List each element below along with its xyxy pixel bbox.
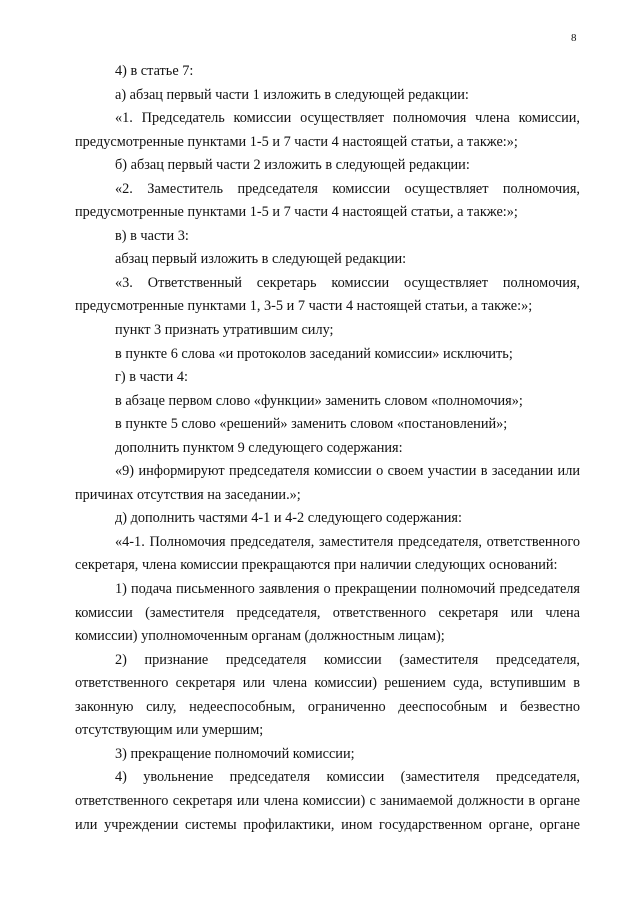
paragraph: а) абзац первый части 1 изложить в следующей редакции: (115, 86, 469, 103)
paragraph: в абзаце первом слово «функции» заменить словом «полномочия»; (115, 392, 523, 409)
paragraph: «2. Заместитель председателя комиссии осуществляет полномочия, предусмотренные пунктами 1-5 и 7 части 4 настоящей статьи, а также:»; (75, 180, 580, 221)
paragraph: в пункте 6 слова «и протоколов заседаний комиссии» исключить; (115, 345, 513, 362)
paragraph: «9) информируют председателя комиссии о своем участии в заседании или причинах отсутствия на заседании.»; (75, 463, 580, 503)
paragraph: «1. Председатель комиссии осуществляет полномочия члена комиссии, предусмотренные пунктами 1-5 и 7 части 4 настоящей статьи, а также:»; (75, 110, 580, 150)
paragraph: 2) признание председателя комиссии (заместителя председателя, ответственного секретаря или члена комиссии) решением суда, вступившим в законную силу, недееспособным, ограниченно дееспособным и безвестно отсутствующим или умершим; (75, 651, 580, 739)
paragraph: в пункте 5 слово «решений» заменить словом «постановлений»; (115, 416, 508, 433)
paragraph: 4) увольнение председателя комиссии (заместителя председателя, ответственного секретаря или члена комиссии) с занимаемой должности в органе или учреждении системы профилактики, ином государственном органе, органе (75, 769, 580, 833)
paragraph: 3) прекращение полномочий комиссии; (115, 745, 355, 762)
paragraph: д) дополнить частями 4-1 и 4-2 следующего содержания: (115, 510, 462, 527)
paragraph: «3. Ответственный секретарь комиссии осуществляет полномочия, предусмотренные пунктами 1, 3-5 и 7 части 4 настоящей статьи, а также:»; (75, 274, 580, 315)
paragraph: г) в части 4: (115, 369, 188, 386)
paragraph: б) абзац первый части 2 изложить в следующей редакции: (115, 157, 470, 174)
paragraph: 4) в статье 7: (115, 63, 194, 79)
paragraph: в) в части 3: (115, 227, 189, 244)
paragraph: дополнить пунктом 9 следующего содержания: (115, 439, 403, 456)
paragraph: пункт 3 признать утратившим силу; (115, 322, 334, 339)
document-body (75, 60, 580, 837)
paragraph: «4-1. Полномочия председателя, заместителя председателя, ответственного секретаря, члена комиссии прекращаются при наличии следующих оснований: (75, 533, 580, 574)
page-number: 8 (571, 32, 577, 44)
paragraph: абзац первый изложить в следующей редакции: (115, 251, 407, 268)
paragraph: 1) подача письменного заявления о прекращении полномочий председателя комиссии (заместителя председателя, ответственного секретаря или члена комиссии) уполномоченным органам (должностным лицам); (75, 581, 580, 645)
